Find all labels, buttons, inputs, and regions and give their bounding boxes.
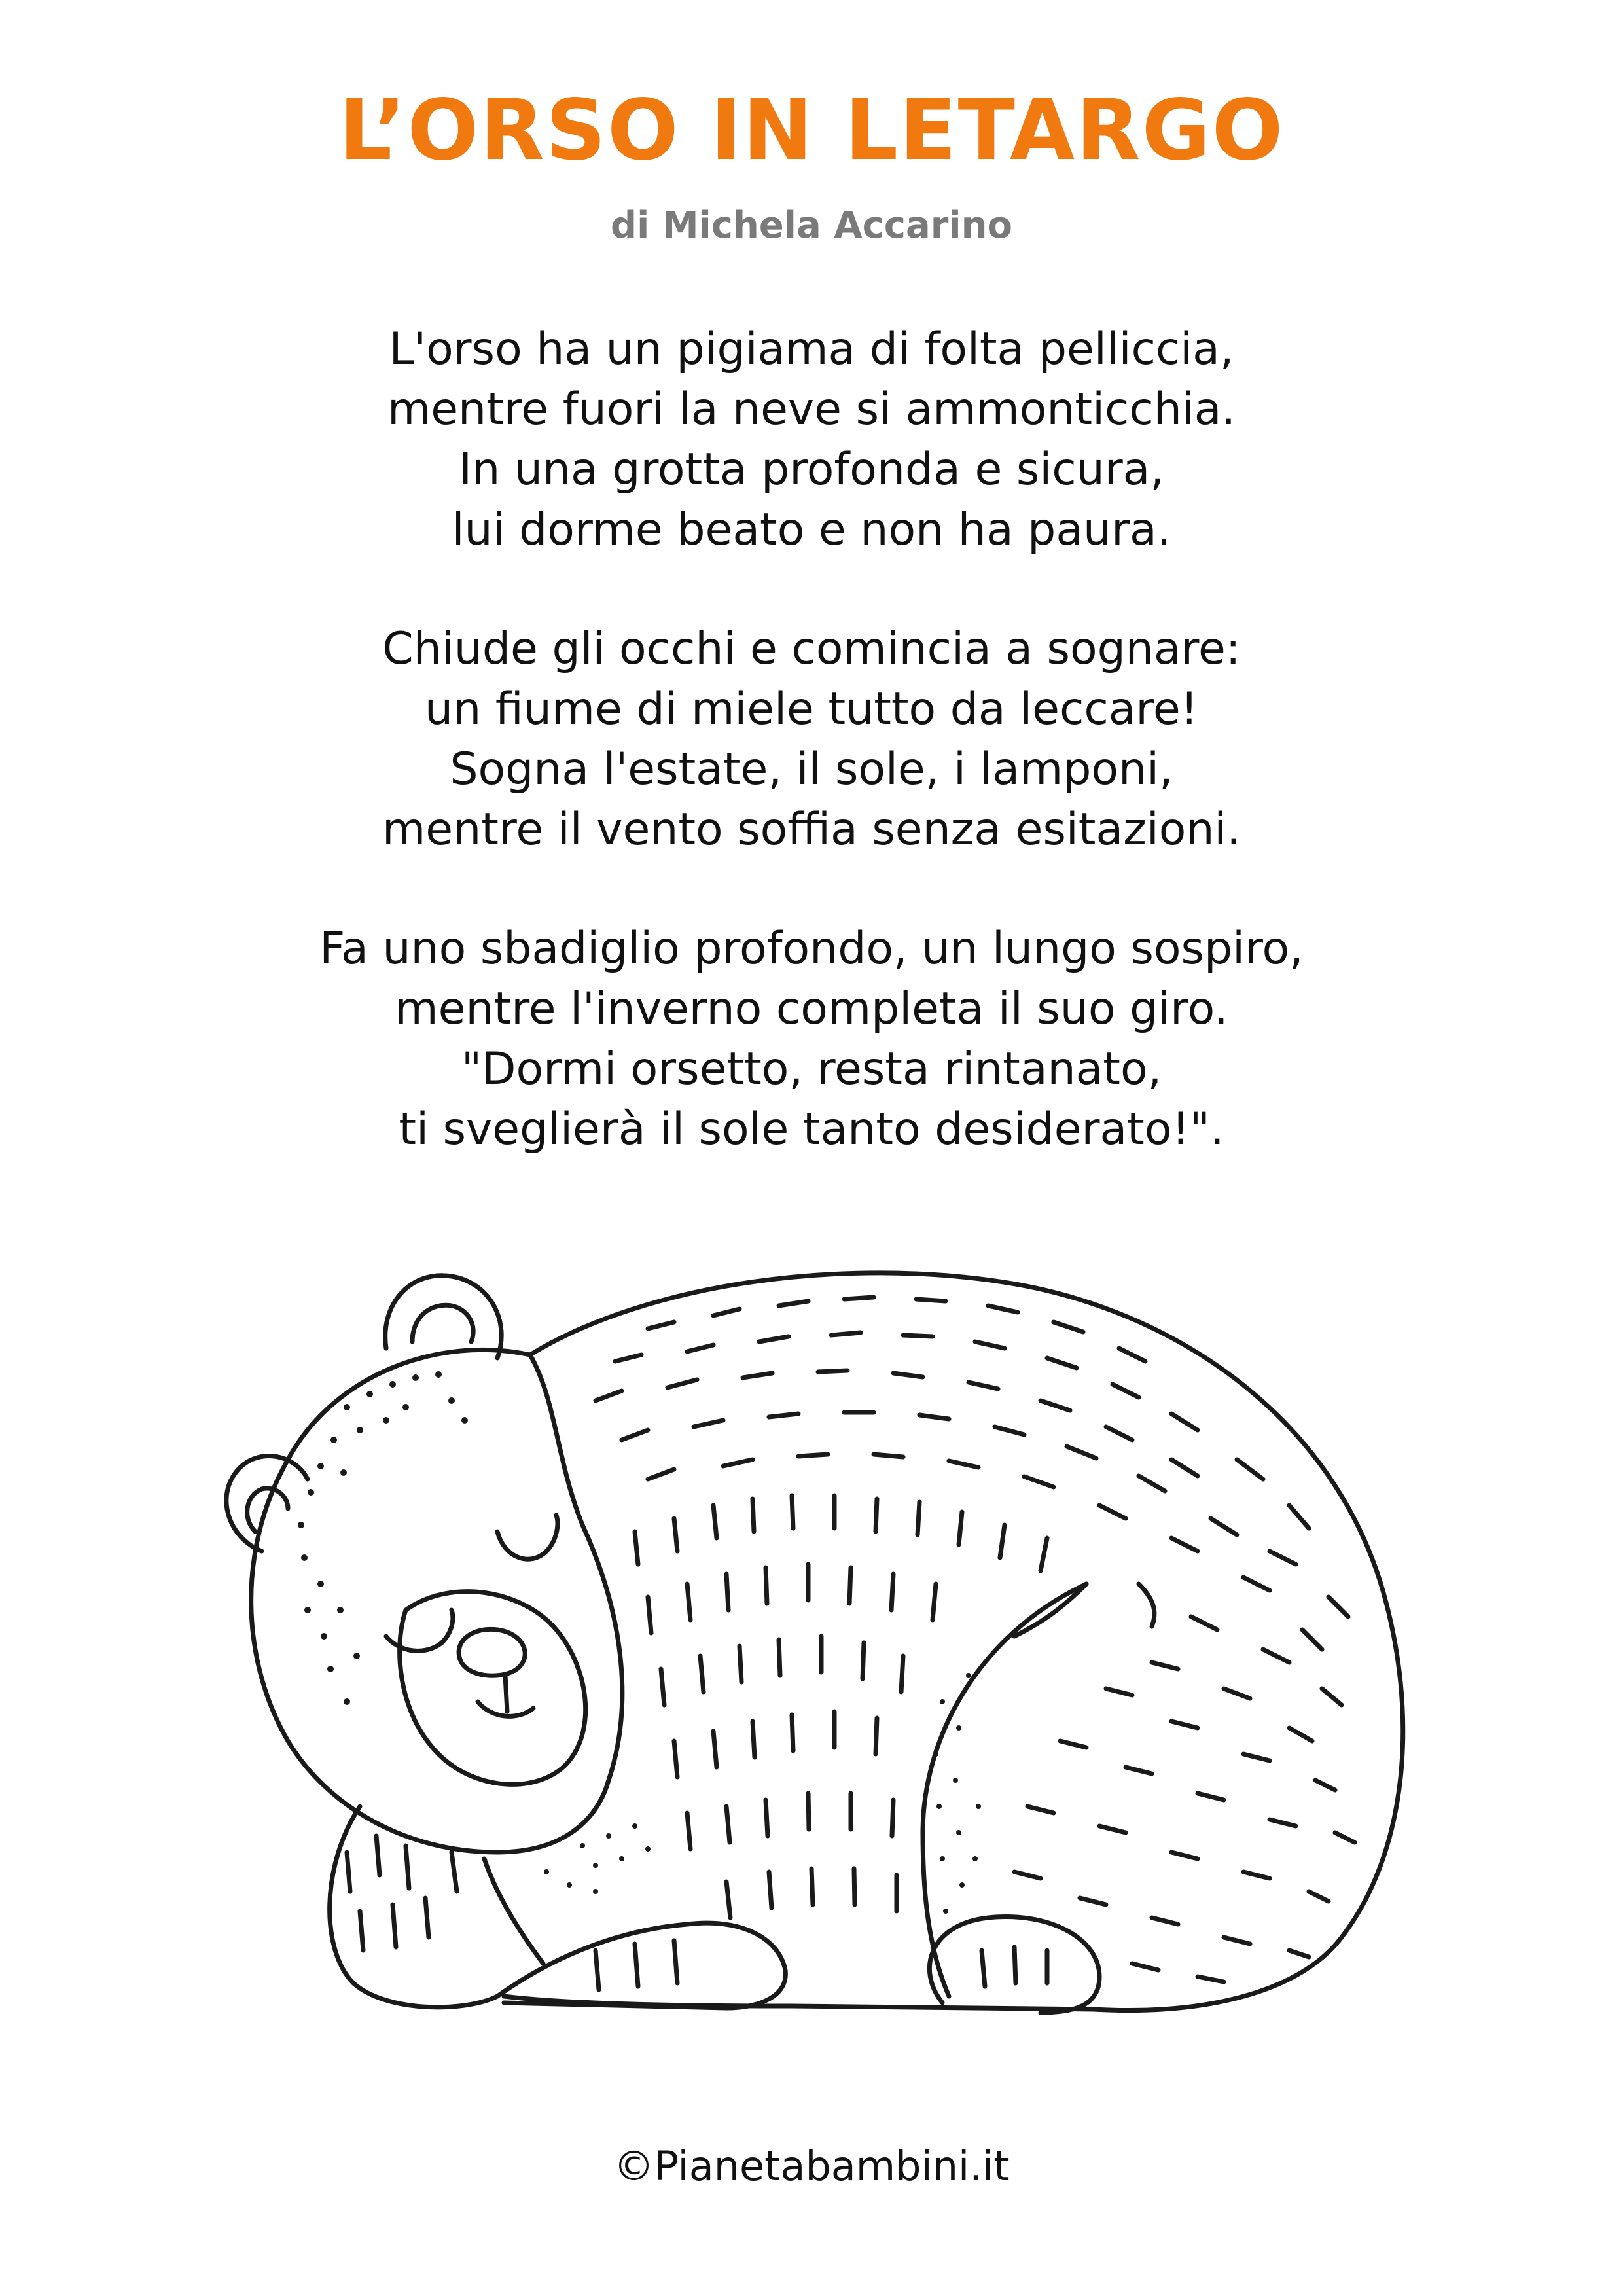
poem-line: Chiude gli occhi e comincia a sognare: (382, 623, 1241, 675)
poem-title: L’ORSO IN LETARGO (338, 82, 1285, 179)
poem-line: Fa uno sbadiglio profondo, un lungo sospiro, (319, 923, 1304, 975)
bear-ear-top (385, 1276, 501, 1358)
poem-line: Sogna l'estate, il sole, i lamponi, (450, 744, 1173, 795)
head-speckles (298, 1371, 468, 1705)
sleeping-bear-icon (190, 1244, 1446, 2062)
bear-eye-lower (386, 1610, 453, 1651)
poem-line: lui dorme beato e non ha paura. (452, 504, 1171, 556)
poem-line: un fiume di miele tutto da leccare! (425, 683, 1198, 735)
stanza-1 (0, 319, 1623, 560)
bear-nose (459, 1629, 525, 1676)
bear-body-outline (504, 1273, 1403, 2011)
poem-line: mentre l'inverno completa il suo giro. (395, 983, 1228, 1035)
copyright-footer: ©Pianetabambini.it (613, 2142, 1010, 2190)
poem-line: "Dormi orsetto, resta rintanato, (461, 1043, 1162, 1095)
poem-line: mentre fuori la neve si ammonticchia. (387, 384, 1236, 435)
poem-line: ti sveglierà il sole tanto desiderato!". (399, 1103, 1224, 1155)
stanza-2 (0, 619, 1623, 860)
bear-eye-upper (497, 1515, 558, 1559)
poem-line: In una grotta profonda e sicura, (459, 444, 1164, 495)
poem-line: L'orso ha un pigiama di folta pelliccia, (389, 323, 1234, 375)
poem-author: di Michela Accarino (611, 204, 1012, 247)
body-fur-strokes (596, 1297, 1355, 1982)
bear-head-outline (251, 1350, 622, 1852)
poem-line: mentre il vento soffia senza esitazioni. (382, 804, 1241, 855)
stanza-3 (0, 919, 1623, 1160)
bear-muzzle (400, 1592, 586, 1785)
poem-body (0, 319, 1623, 1219)
belly-speckles (544, 1673, 981, 1914)
